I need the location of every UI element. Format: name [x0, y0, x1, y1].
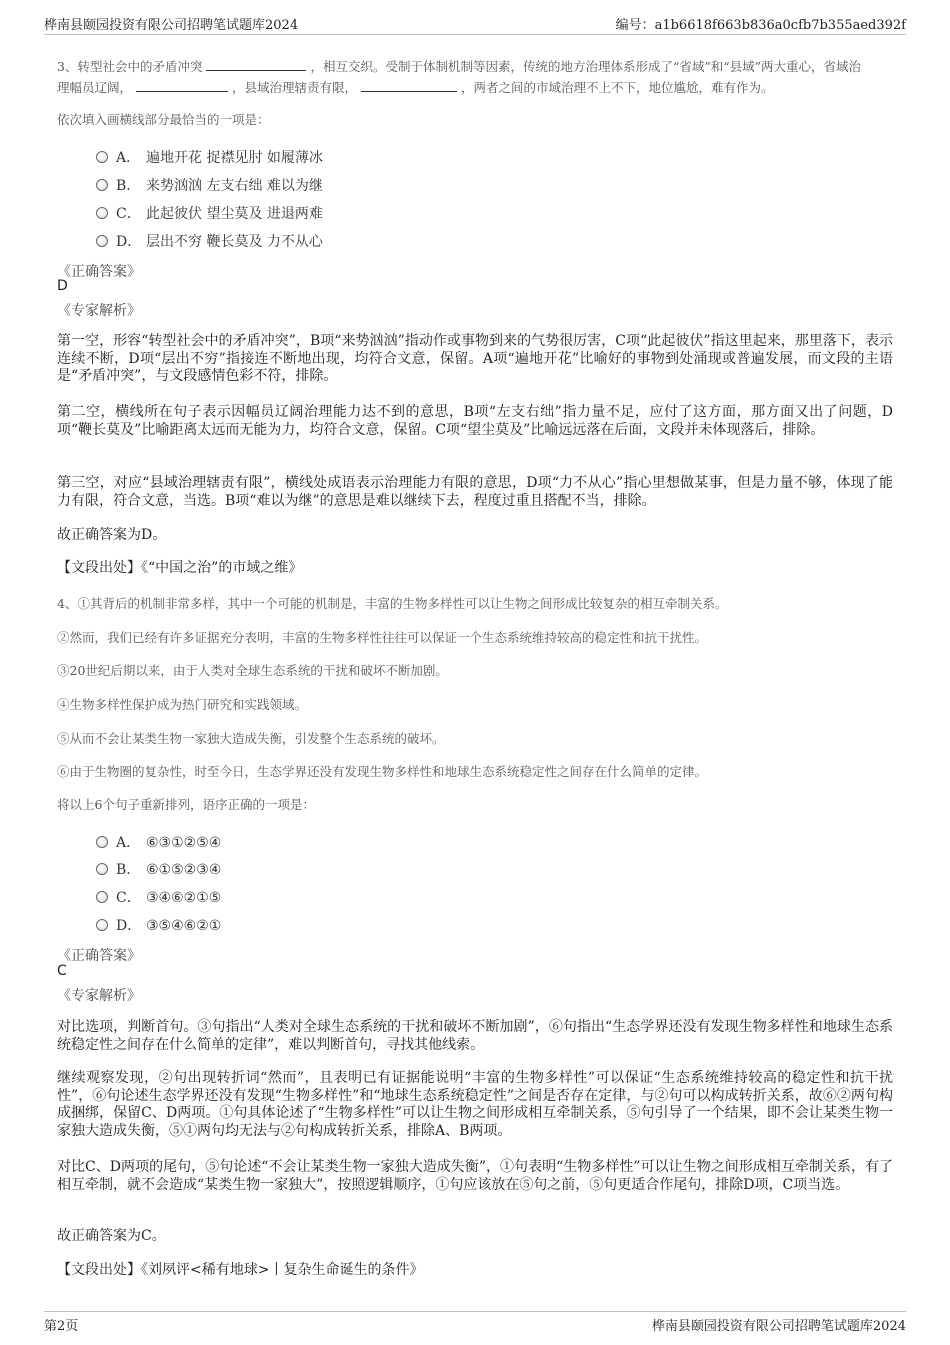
q4-line-3: ③20世纪后期以来，由于人类对全球生态系统的干扰和破坏不断加剧。	[57, 663, 448, 678]
radio-icon[interactable]	[96, 235, 108, 247]
radio-icon[interactable]	[96, 207, 108, 219]
q3-stem-part3: 理幅员辽阔，	[57, 80, 133, 95]
q4-line-1: 4、①其背后的机制非常多样，其中一个可能的机制是，丰富的生物多样性可以让生物之间形成比较复杂的相互牵制关系。	[57, 596, 728, 611]
q3-stem-part2: ，相互交织。受制于体制机制等因素，传统的地方治理体系形成了“省域”和“县域”两大重心，省域治	[310, 59, 862, 74]
q3-source: 【文段出处】《“中国之治”的市域之维》	[57, 560, 303, 576]
q3-answer-label: 《正确答案》	[57, 264, 141, 280]
q4-option-c[interactable]: C． ③④⑥②①⑤	[96, 887, 221, 907]
q3-stem-part4: ，县域治理辖责有限，	[232, 80, 358, 95]
header-company: 桦南县颐园投资有限公司招聘笔试题库2024	[44, 18, 299, 33]
q4-line-6: ⑥由于生物圈的复杂性，时至今日，生态学界还没有发现生物多样性和地球生态系统稳定性之间存在什么简单的定律。	[57, 764, 708, 779]
q4-line-2: ②然而，我们已经有许多证据充分表明，丰富的生物多样性往往可以保证一个生态系统维持较高的稳定性和抗干扰性。	[57, 630, 708, 645]
q3-instruction: 依次填入画横线部分最恰当的一项是：	[57, 112, 270, 127]
q4-line-4: ④生物多样性保护成为热门研究和实践领域。	[57, 697, 308, 712]
q4-option-d[interactable]: D． ③⑤④⑥②①	[96, 915, 221, 935]
footer-page-number: 第2页	[44, 1319, 79, 1334]
q4-option-b[interactable]: B． ⑥①⑤②③④	[96, 859, 221, 879]
q3-answer: D	[57, 278, 68, 294]
radio-icon[interactable]	[96, 836, 108, 848]
radio-icon[interactable]	[96, 863, 108, 875]
page-footer	[44, 1311, 906, 1336]
footer-company: 桦南县颐园投资有限公司招聘笔试题库2024	[651, 1319, 906, 1334]
q3-blank-1	[206, 58, 306, 71]
q3-blank-3	[361, 79, 457, 92]
q4-answer-label: 《正确答案》	[57, 948, 141, 964]
q3-option-a[interactable]: A． 遍地开花 捉襟见肘 如履薄冰	[96, 147, 323, 167]
q3-stem-part5: ，两者之间的市域治理不上不下，地位尴尬，难有作为。	[461, 80, 774, 95]
radio-icon[interactable]	[96, 891, 108, 903]
q4-analysis-para-3: 对比C、D两项的尾句，⑤句论述“不会让某类生物一家独大造成失衡”，①句表明“生物多样性”可以让生物之间形成相互牵制关系，有了相互牵制，就不会造成“某类生物一家独大”，按照逻辑顺序，①句应该放在⑤句之前，⑤句更适合作尾句，排除D项，C项当选。	[57, 1159, 893, 1193]
q4-analysis-para-4: 故正确答案为C。	[57, 1228, 166, 1244]
q3-option-b[interactable]: B． 来势汹汹 左支右绌 难以为继	[96, 175, 323, 195]
q3-analysis-label: 《专家解析》	[57, 303, 141, 319]
q3-analysis-para-4: 故正确答案为D。	[57, 527, 167, 543]
q3-option-c[interactable]: C． 此起彼伏 望尘莫及 进退两难	[96, 203, 323, 223]
q4-analysis-label: 《专家解析》	[57, 988, 141, 1004]
q3-option-d[interactable]: D． 层出不穷 鞭长莫及 力不从心	[96, 231, 323, 251]
radio-icon[interactable]	[96, 179, 108, 191]
q4-analysis-para-2: 继续观察发现，②句出现转折词“然而”，且表明已有证据能说明“丰富的生物多样性”可以保证“生态系统维持较高的稳定性和抗干扰性”，⑥句论述生态学界还没有发现“生物多样性”和“地球生态系统稳定性”之间是否存在定律，与②句可以构成转折关系，故⑥②两句构成捆绑，保留C、D两项。①句具体论述了“生物多样性”可以让生物之间形成相互牵制关系，⑤句引导了一个结果，即不会让某类生物一家独大造成失衡，⑤①两句均无法与②句构成转折关系，排除A、B两项。	[57, 1070, 893, 1139]
radio-icon[interactable]	[96, 919, 108, 931]
q3-blank-2	[136, 79, 228, 92]
q3-analysis-para-1: 第一空，形容“转型社会中的矛盾冲突”，B项“来势汹汹”指动作或事物到来的气势很厉害，C项“此起彼伏”指这里起来，那里落下，表示连续不断，D项“层出不穷”指接连不断地出现，均符合文意，保留。A项“遍地开花”比喻好的事物到处涌现或普遍发展，而文段的主语是“矛盾冲突”，与文段感情色彩不符，排除。	[57, 333, 893, 384]
q4-option-a[interactable]: A． ⑥③①②⑤④	[96, 832, 221, 852]
q3-stem-line2	[57, 77, 897, 99]
q3-stem-part1: 3、转型社会中的矛盾冲突	[57, 59, 203, 74]
q3-analysis-para-3: 第三空，对应“县域治理辖责有限”，横线处成语表示治理能力有限的意思，D项“力不从心”指心里想做某事，但是力量不够，体现了能力有限，符合文意，当选。B项“难以为继”的意思是难以继续下去，程度过重且搭配不当，排除。	[57, 475, 893, 509]
q4-source: 【文段出处】《刘夙评<稀有地球>丨复杂生命诞生的条件》	[57, 1262, 424, 1278]
q4-answer: C	[57, 963, 67, 979]
radio-icon[interactable]	[96, 151, 108, 163]
q4-line-5: ⑤从而不会让某类生物一家独大造成失衡，引发整个生态系统的破坏。	[57, 731, 445, 746]
q4-analysis-para-1: 对比选项，判断首句。③句指出“人类对全球生态系统的干扰和破坏不断加剧”，⑥句指出“生态学界还没有发现生物多样性和地球生态系统稳定性之间存在什么简单的定律”，难以判断首句，寻找其他线索。	[57, 1019, 893, 1053]
page-header	[44, 12, 906, 35]
header-code: 编号：a1b6618f663b836a0cfb7b355aed392f	[615, 18, 906, 33]
q3-analysis-para-2: 第二空，横线所在句子表示因幅员辽阔治理能力达不到的意思，B项“左支右绌”指力量不足，应付了这方面，那方面又出了问题，D项“鞭长莫及”比喻距离太远而无能为力，均符合文意，保留。C项“望尘莫及”比喻远远落在后面，文段并未体现落后，排除。	[57, 404, 893, 438]
q4-instruction: 将以上6个句子重新排列，语序正确的一项是：	[57, 797, 315, 812]
q3-stem-line1	[57, 56, 897, 78]
